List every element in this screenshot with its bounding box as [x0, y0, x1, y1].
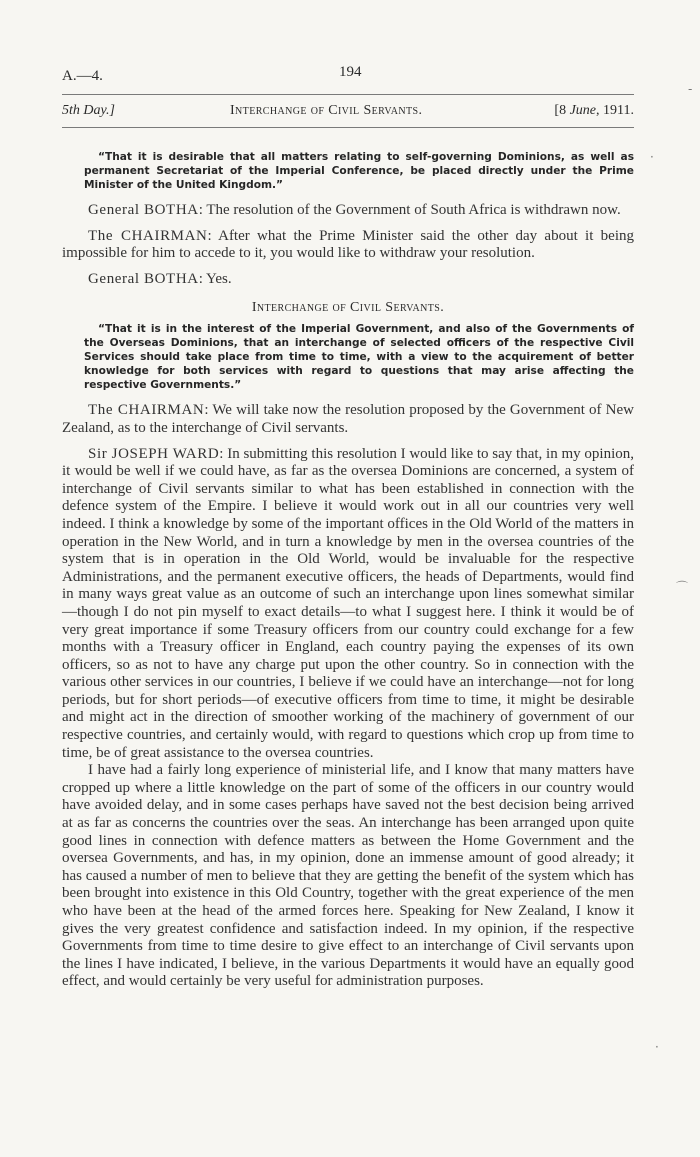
- interchange-resolution-quote: “That it is in the interest of the Imperial Government, and also of the Governments of the Overseas Dominions, that an interchange of selected officers of the respective Civil Services should take place from time to time, with a view to the acquirement of better knowledge for both services with regard to questions that may arise affecting the respective Governments.”: [84, 323, 634, 392]
- page-top-row: [62, 62, 634, 86]
- speaker-name: Sir JOSEPH WARD: [88, 445, 220, 462]
- speaker-name: General BOTHA: [88, 202, 199, 218]
- edge-mark-side: ⌒: [676, 580, 689, 594]
- speaker-name: The CHAIRMAN: [88, 402, 205, 419]
- exchange-ward-speech: [62, 446, 634, 763]
- previous-resolution-quote: “That it is desirable that all matters relating to self-governing Dominions, as well as permanent Secretariat of the Imperial Conference, be placed directly under the Prime Minister of the United Kingdom.”: [84, 151, 634, 191]
- exchange-chairman-resolution: [62, 402, 634, 437]
- ward-speech-continuation: I have had a fairly long experience of ministerial life, and I know that many matters have cropped up where a little knowledge on the part of some of the officers in our country would have avoided delay, and in some cases perhaps have saved not the best decision being arrived at as far as concerns the countries over the seas. An interchange has been arranged upon quite good lines in connection with defence matters as between the Home Government and the oversea Governments, and has, in my opinion, done an immense amount of good already; it has caused a number of men to believe that they are getting the benefit of the system which has been brought into existence in this Old Country, together with the great experience of the men who have been at the head of the armed forces here. Speaking for New Zealand, I know it gives the very greatest confidence and satisfaction indeed. In my opinion, if the respective Governments from time to time desire to give effect to an interchange of Civil servants upon the lines I have indicated, I believe, in the various Departments it would have an equally good effect, and would certainly be very useful for administration purposes.: [62, 762, 634, 990]
- speech-text: : We will take now the resolution proposed by the Government of New Zealand, as to the interchange of Civil servants.: [62, 402, 634, 436]
- exchange-botha-yes: [62, 271, 634, 289]
- date-month: June: [569, 103, 597, 118]
- document-page: [62, 62, 634, 991]
- exchange-botha-withdrawn: [62, 202, 634, 220]
- speech-text: : In submitting this resolution I would like to say that, in my opinion, it would be well if we could have, as far as the oversea Dominions are concerned, a system of interchange of Civil servants similar to what has been established in connection with the defence system of the Empire. I believe it would work out in all our countries very well indeed. I think a knowledge by some of the important offices in the Old World of the matters in operation in the New World, and in turn a knowledge by men in the oversea countries of the system that is in operation in the Old World, would be invaluable for the respective Administrations, and the permanent executive officers, the heads of Departments, would find in many ways great value as an outcome of such an interchange upon lines somewhat similar—though I do not pin myself to exact details—to what I suggest here. I think it would be of very great importance if some Treasury officers from our country could exchange for a few months with a Treasury officer in England, each country paying the expenses of its own officers, so as not to have any charge put upon the other country. So in connection with the various other services in our countries, I believe if we could have an interchange—not for long periods, but for short periods—of executive officers from time to time, it might be desirable and might act in the direction of smoother working of the machinery of government of our respective countries, and certainly would, with regard to questions which crop up from time to time, be of great assistance to the oversea countries.: [62, 445, 634, 761]
- running-header: [62, 103, 634, 125]
- edge-mark-top: -: [688, 82, 693, 96]
- date-open: [8: [554, 103, 570, 118]
- date-close: , 1911.: [596, 103, 634, 118]
- date-label: [554, 103, 634, 119]
- page-number: 194: [339, 64, 362, 80]
- header-rule: [62, 127, 634, 128]
- section-title: Interchange of Civil Servants.: [251, 300, 445, 316]
- speech-text: : After what the Prime Minister said the other day about it being impossible for him to accede to it, you would like to withdraw your resolution.: [62, 227, 634, 262]
- speaker-name: The CHAIRMAN: [88, 227, 208, 244]
- edge-mark-dot: ·: [650, 150, 654, 164]
- document-reference: A.—4.: [62, 68, 103, 84]
- running-title: Interchange of Civil Servants.: [230, 103, 423, 118]
- speech-text: : The resolution of the Government of South Africa is withdrawn now.: [198, 202, 621, 218]
- top-rule: [62, 94, 634, 95]
- speech-text: : Yes.: [198, 270, 232, 287]
- speaker-name: General BOTHA: [88, 270, 199, 287]
- exchange-chairman-withdraw: [62, 228, 634, 263]
- day-label: 5th Day.]: [62, 103, 115, 118]
- edge-mark-bottom: ·: [655, 1040, 659, 1054]
